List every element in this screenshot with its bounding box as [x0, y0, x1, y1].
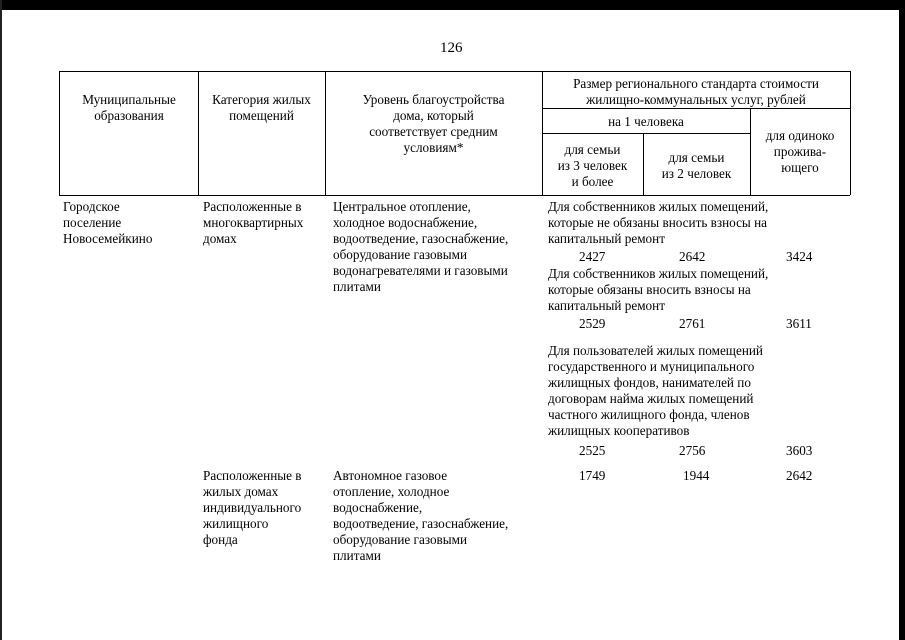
- value-family2: 2642: [679, 249, 706, 264]
- category-individual-houses: Расположенные в жилых домах индивидуального жилищного фонда: [203, 468, 302, 547]
- header-split-line: [542, 108, 850, 109]
- per-person-line: [542, 133, 750, 134]
- header-standard-size: Размер регионального стандарта стоимости жилищно-коммунальных услуг, рублей: [573, 76, 819, 107]
- header-per-person: на 1 человека: [608, 114, 684, 129]
- value-family3: 2525: [579, 443, 606, 458]
- header-category: Категория жилых помещений: [212, 92, 311, 123]
- value-family3: 2529: [579, 316, 606, 331]
- value-family2: 2761: [679, 316, 706, 331]
- group-owners-not-obliged: Для собственников жилых помещений, которые не обязаны вносить взносы на капитальный ремонт: [548, 199, 769, 246]
- header-family-2: для семьи из 2 человек: [661, 150, 732, 181]
- value-single: 3424: [786, 249, 813, 264]
- value-single: 2642: [786, 468, 813, 483]
- value-single: 3611: [786, 316, 812, 331]
- header-bottom-line: [59, 195, 850, 196]
- right-border: [899, 0, 905, 640]
- table-top-line: [59, 71, 850, 72]
- value-family2: 2756: [679, 443, 706, 458]
- header-amenities: Уровень благоустройства дома, который соответствует средним условиям*: [362, 92, 505, 155]
- amenities-individual-houses: Автономное газовое отопление, холодное водоснабжение, водоотведение, газоснабжение, оборудование газовыми плитами: [333, 468, 509, 563]
- group-owners-obliged: Для собственников жилых помещений, которые обязаны вносить взносы на капитальный ремонт: [548, 266, 769, 313]
- col-line-1: [198, 71, 199, 195]
- value-family3: 2427: [579, 249, 606, 264]
- header-family-3: для семьи из 3 человек и более: [557, 142, 628, 189]
- group-tenants: Для пользователей жилых помещений государственного и муниципального жилищных фондов, нанимателей по договорам найма жилых помещений частного жилищного фонда, членов жилищных кооперативов: [548, 343, 763, 438]
- value-family2: 1944: [683, 468, 710, 483]
- header-single: для одиноко прожива- ющего: [765, 128, 835, 175]
- col-line-6: [850, 71, 851, 195]
- col-line-0: [59, 71, 60, 195]
- value-single: 3603: [786, 443, 813, 458]
- top-border: [0, 0, 905, 10]
- amenities-apartment-buildings: Центральное отопление, холодное водоснабжение, водоотведение, газоснабжение, оборудование газовыми водонагревателями и газовыми плитами: [333, 199, 509, 294]
- category-apartment-buildings: Расположенные в многоквартирных домах: [203, 199, 304, 246]
- value-family3: 1749: [579, 468, 606, 483]
- municipality-name: Городское поселение Новосемейкино: [63, 199, 153, 246]
- page-number: 126: [440, 40, 463, 56]
- header-municipality: Муниципальные образования: [82, 92, 176, 123]
- left-border: [0, 0, 2, 640]
